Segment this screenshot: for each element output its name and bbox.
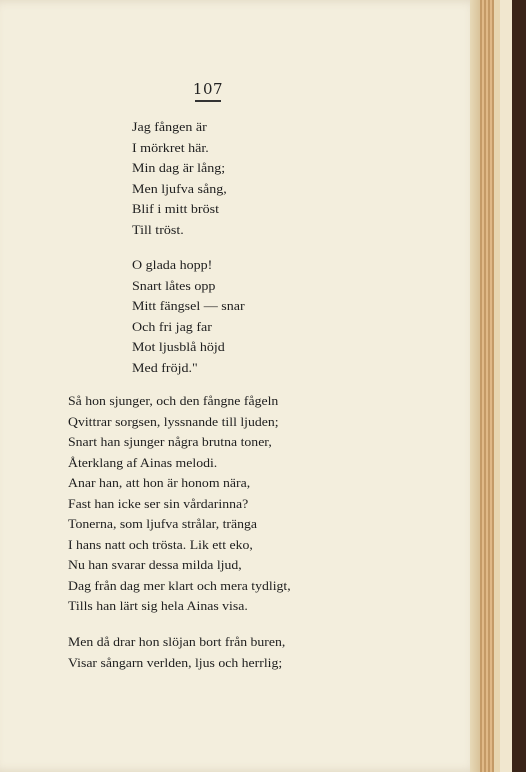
poem-line: Mot ljusblå höjd (132, 339, 225, 354)
poem-line: Dag från dag mer klart och mera tydligt, (68, 577, 291, 593)
song-stanza-2 (132, 255, 245, 378)
poem-line: I mörkret här. (132, 139, 209, 155)
poem-line: Anar han, att hon är honom nära, (68, 475, 251, 490)
poem-line: Mitt fängsel — snar (132, 298, 245, 313)
poem-line: Blif i mitt bröst (132, 201, 219, 216)
poem-line: Jag fången är (132, 119, 207, 134)
poem-line: Visar sångarn verlden, ljus och herrlig; (68, 654, 283, 670)
poem-line: Återklang af Ainas melodi. (68, 454, 218, 470)
poem-line: Och fri jag far (132, 318, 212, 334)
poem-line: Snart han sjunger några brutna toner, (68, 434, 272, 449)
poem-line: Tills han lärt sig hela Ainas visa. (68, 598, 248, 613)
poem-line: Fast han icke ser sin vårdarinna? (68, 495, 249, 511)
book-page-edges (480, 0, 494, 772)
poem-line: Tonerna, som ljufva strålar, tränga (68, 516, 258, 531)
poem-line: I hans natt och trösta. Lik ett eko, (68, 536, 253, 552)
next-page-strip (500, 0, 512, 772)
poem-line: Min dag är lång; (132, 160, 226, 175)
poem-line: Till tröst. (132, 221, 184, 237)
narrative-verse-2 (68, 632, 286, 673)
poem-line: Med fröjd." (132, 359, 198, 375)
page-edge-shadow (470, 0, 480, 772)
poem-line: Nu han svarar dessa milda ljud, (68, 557, 242, 572)
poem-line: Så hon sjunger, och den fångne fågeln (68, 393, 279, 408)
poem-line: O glada hopp! (132, 257, 213, 272)
poem-line: Men ljufva sång, (132, 180, 227, 196)
song-stanza-1 (132, 117, 227, 240)
narrative-verse-1 (68, 391, 291, 617)
poem-line: Qvittrar sorgsen, lyssnande till ljuden; (68, 413, 279, 429)
poem-line: Men då drar hon slöjan bort från buren, (68, 634, 286, 649)
poem-line: Snart låtes opp (132, 277, 216, 293)
book-cover-edge (512, 0, 526, 772)
page-number: 107 (192, 80, 224, 98)
page-number-rule (195, 100, 221, 102)
